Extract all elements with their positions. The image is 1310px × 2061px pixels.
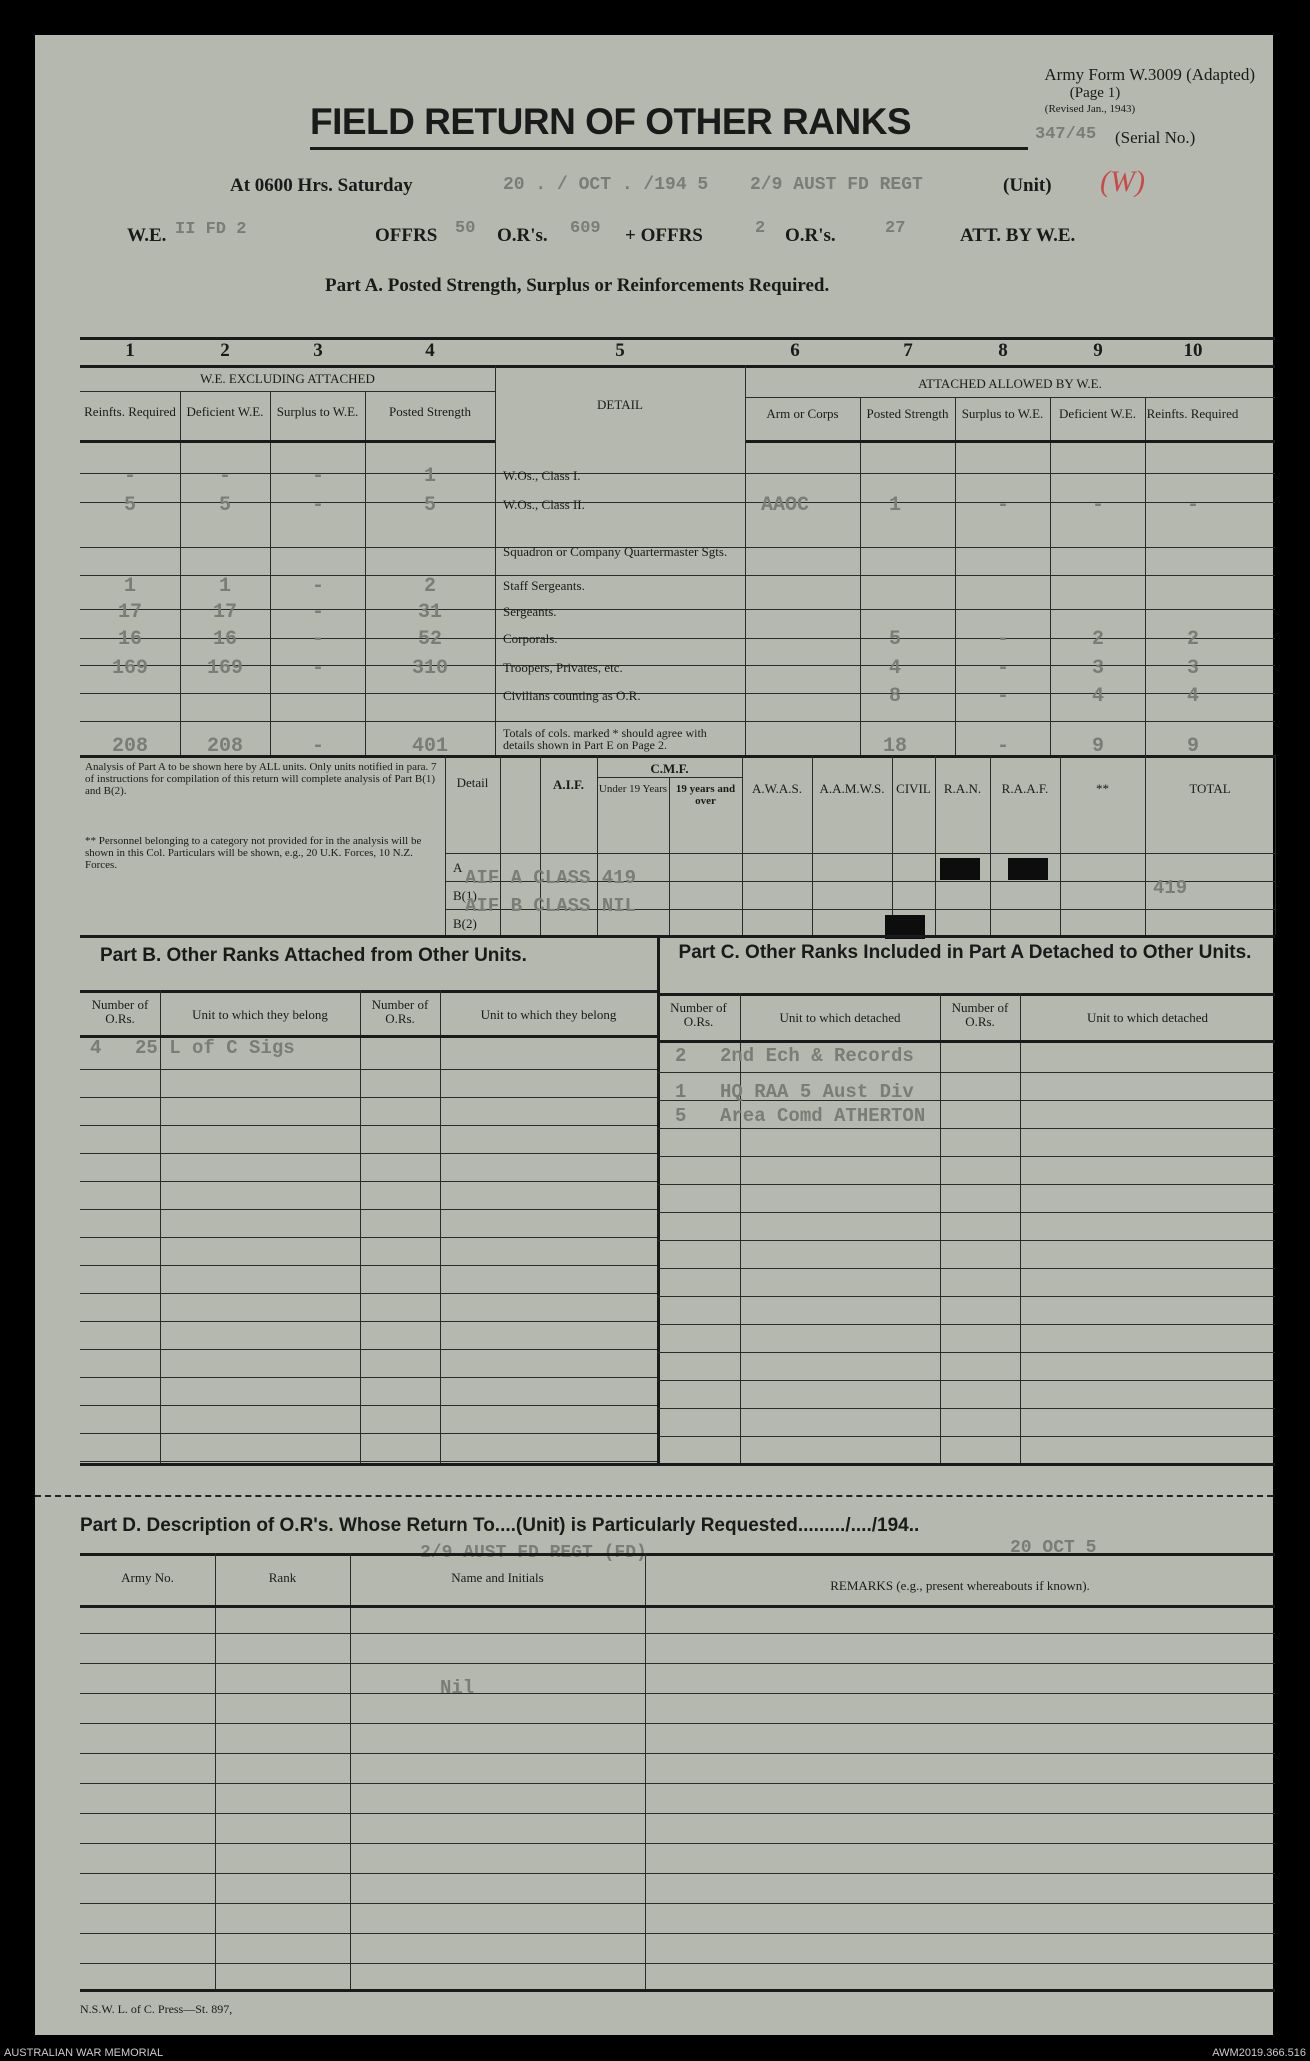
title-underline	[310, 147, 1028, 150]
detail-label: Civilians counting as O.R.	[503, 688, 641, 703]
strength-cell: -	[311, 657, 324, 680]
column-divider	[812, 755, 813, 935]
row-line	[80, 1783, 1275, 1784]
column-divider	[180, 391, 181, 665]
detail-label: W.Os., Class I.	[503, 468, 581, 483]
footer-accession: AWM2019.366.516	[1212, 2047, 1306, 2059]
part-b-column-header: Unit to which they belong	[192, 1007, 328, 1022]
attached-column-header: Posted Strength	[866, 406, 949, 421]
plus-offrs-label: + OFFRS	[625, 225, 703, 246]
row-line	[657, 1072, 1275, 1073]
tear-line	[35, 1495, 1273, 1497]
detail-label: Troopers, Privates, etc.	[503, 660, 623, 675]
row-line	[80, 721, 495, 722]
column-divider	[160, 990, 161, 1463]
strength-cell: -	[1186, 494, 1199, 517]
analysis-column-header: A.W.A.S.	[751, 781, 803, 796]
row-line	[80, 1433, 657, 1434]
column-divider	[1020, 993, 1021, 1463]
row-line	[495, 575, 745, 576]
row-line	[80, 1633, 1275, 1634]
printer-imprint: N.S.W. L. of C. Press—St. 897,	[80, 2002, 233, 2016]
serial-number-value: 347/45	[1035, 125, 1097, 144]
part-d-column-header: Name and Initials	[451, 1570, 544, 1585]
redacted-block	[940, 858, 980, 880]
we-column-header: Deficient W.E.	[186, 404, 264, 419]
row-line	[80, 1265, 657, 1266]
total-cell: 208	[206, 735, 243, 758]
part-b-title: Part B. Other Ranks Attached from Other Units.	[100, 945, 527, 966]
row-line	[80, 1237, 657, 1238]
part-c-entry-unit: 2nd Ech & Records	[720, 1045, 914, 1067]
cmf-19-and-over: 19 years and over	[675, 783, 736, 807]
column-number: 10	[1183, 340, 1203, 361]
att-label: ATT. BY W.E.	[960, 225, 1076, 246]
analysis-detail-header: Detail	[456, 775, 489, 790]
column-divider	[440, 990, 441, 1463]
form-title: FIELD RETURN OF OTHER RANKS	[310, 101, 912, 142]
part-d-column-header: Army No.	[121, 1570, 174, 1585]
ors2-label: O.R's.	[785, 225, 836, 246]
strength-cell: 310	[411, 657, 448, 680]
row-line	[745, 721, 1275, 722]
strength-cell: 52	[417, 628, 442, 651]
strength-cell: -	[311, 465, 324, 488]
row-line	[80, 1813, 1275, 1814]
column-divider	[350, 1553, 351, 1989]
strength-cell: 31	[417, 601, 442, 624]
ors-value: 609	[570, 219, 601, 238]
total-cell: 9	[1091, 735, 1104, 758]
analysis-column-header: **	[1096, 781, 1109, 796]
part-c-column-header: Unit to which detached	[1087, 1010, 1208, 1025]
analysis-aif-a-class: AIF A CLASS 419	[465, 867, 637, 889]
strength-cell: 4	[1091, 685, 1104, 708]
analysis-column-header: R.A.A.F.	[1001, 781, 1049, 796]
part-b-entry-unit: 25 L of C Sigs	[135, 1037, 295, 1059]
footer-credit: AUSTRALIAN WAR MEMORIAL	[4, 2047, 164, 2059]
strength-cell: 1	[423, 465, 436, 488]
strength-cell: 2	[1091, 628, 1104, 651]
row-line	[80, 1405, 657, 1406]
strength-cell: -	[311, 575, 324, 598]
row-line	[745, 547, 1275, 548]
strength-cell: 16	[117, 628, 142, 651]
we-excluding-label: W.E. EXCLUDING ATTACHED	[200, 371, 375, 386]
row-line	[80, 1125, 657, 1126]
part-b-entry-number: 4	[90, 1037, 102, 1059]
column-divider	[270, 391, 271, 665]
strength-cell: 5	[123, 494, 136, 517]
analysis-note-2: ** Personnel belonging to a category not provided for in the analysis will be shown in this Col. Particulars will be shown, e.g., 20 U.K. Forces, 10 N.Z. Forces.	[85, 835, 422, 871]
row-line	[657, 1128, 1275, 1129]
analysis-row-label: A	[453, 860, 463, 875]
analysis-row-label: B(1)	[453, 888, 477, 903]
column-divider	[955, 397, 956, 755]
part-b-column-header: Number of O.Rs.	[371, 997, 429, 1026]
row-line	[80, 1963, 1275, 1964]
attached-column-header: Surplus to W.E.	[961, 406, 1044, 421]
row-line	[495, 721, 745, 722]
column-divider	[645, 1553, 646, 1989]
strength-cell: 169	[206, 657, 243, 680]
row-line	[80, 1693, 1275, 1694]
strength-cell: -	[218, 465, 231, 488]
row-line	[745, 609, 1275, 610]
part-b-column-header: Unit to which they belong	[480, 1007, 617, 1022]
strength-cell: -	[311, 494, 324, 517]
column-number: 4	[425, 340, 435, 361]
attached-column-header: Arm or Corps	[766, 406, 839, 421]
serial-number-label: (Serial No.)	[1115, 128, 1196, 147]
offrs-value: 50	[455, 219, 476, 238]
column-number: 5	[615, 340, 625, 361]
column-divider	[990, 755, 991, 935]
column-divider	[215, 1553, 216, 1989]
row-line	[80, 547, 495, 548]
offrs2-value: 2	[755, 219, 766, 238]
row-line	[80, 1377, 657, 1378]
redacted-block	[1008, 858, 1048, 880]
strength-cell: -	[1091, 494, 1104, 517]
row-line	[80, 1181, 657, 1182]
total-cell: 401	[411, 735, 448, 758]
row-line	[80, 1933, 1275, 1934]
part-c-column-header: Unit to which detached	[779, 1010, 901, 1025]
column-divider	[940, 993, 941, 1463]
row-line	[657, 1212, 1275, 1213]
column-number: 2	[220, 340, 230, 361]
column-divider	[935, 755, 936, 935]
we-column-header: Surplus to W.E.	[276, 404, 359, 419]
row-line	[80, 1293, 657, 1294]
row-line	[657, 1296, 1275, 1297]
strength-cell: 4	[1186, 685, 1199, 708]
strength-cell: -	[996, 685, 1009, 708]
part-d-title: Part D. Description of O.R's. Whose Return To....(Unit) is Particularly Requested........./..../194..	[80, 1515, 920, 1536]
column-divider	[1145, 397, 1146, 755]
strength-cell: 2	[423, 575, 436, 598]
we-value: II FD 2	[175, 220, 247, 239]
part-a-title: Part A. Posted Strength, Surplus or Reinforcements Required.	[325, 275, 830, 296]
strength-cell: -	[996, 657, 1009, 680]
strength-cell: -	[996, 494, 1009, 517]
unit-name: 2/9 AUST FD REGT	[750, 175, 923, 195]
attached-column-header: Reinfts. Required	[1146, 406, 1239, 421]
analysis-total-value: 419	[1153, 877, 1188, 899]
strength-cell: 17	[212, 601, 237, 624]
row-line	[80, 1069, 657, 1070]
part-c-entry-unit: Area Comd ATHERTON	[720, 1105, 926, 1127]
part-d-typed-date: 20 OCT 5	[1010, 1538, 1097, 1558]
column-divider	[892, 755, 893, 935]
row-line	[80, 1349, 657, 1350]
strength-cell: 1	[218, 575, 231, 598]
strength-cell: 3	[1091, 657, 1104, 680]
column-number: 6	[790, 340, 800, 361]
strength-cell: 16	[212, 628, 237, 651]
strength-cell: 5	[888, 628, 901, 651]
unit-label: (Unit)	[1003, 175, 1052, 196]
strength-cell: -	[996, 628, 1009, 651]
row-line	[657, 1240, 1275, 1241]
header-rule	[657, 1040, 1275, 1043]
column-divider	[1060, 755, 1061, 935]
we-column-header: Posted Strength	[389, 404, 471, 419]
column-number: 3	[313, 340, 323, 361]
ors2-value: 27	[885, 219, 906, 238]
column-number: 7	[903, 340, 913, 361]
strength-cell: -	[311, 628, 324, 651]
strength-cell: 4	[888, 657, 901, 680]
totals-note: Totals of cols. marked * should agree with details shown in Part E on Page 2.	[503, 726, 707, 752]
row-line	[80, 1153, 657, 1154]
row-line	[657, 1268, 1275, 1269]
row-line	[657, 1408, 1275, 1409]
column-divider	[1050, 397, 1051, 755]
part-d-nil: Nil	[440, 1677, 475, 1699]
column-number: 9	[1093, 340, 1103, 361]
part-d-typed-unit: 2/9 AUST FD REGT (FD)	[420, 1543, 647, 1563]
attached-allowed-label: ATTACHED ALLOWED BY W.E.	[918, 376, 1102, 391]
strength-cell: 17	[117, 601, 142, 624]
strength-cell: 5	[218, 494, 231, 517]
attached-column-header: Deficient W.E.	[1059, 406, 1136, 421]
return-date: 20 . / OCT . /194 5	[503, 175, 709, 195]
detail-header: DETAIL	[597, 397, 643, 412]
row-line	[80, 1321, 657, 1322]
revised-date: (Revised Jan., 1943)	[1044, 103, 1136, 115]
row-line	[657, 1156, 1275, 1157]
ors-label: O.R's.	[497, 225, 548, 246]
total-cell: 208	[111, 735, 148, 758]
cmf-header: C.M.F.	[650, 761, 689, 776]
row-line	[80, 1843, 1275, 1844]
part-c-entry-unit: HQ RAA 5 Aust Div	[720, 1081, 914, 1103]
strength-cell: AAOC	[760, 494, 809, 517]
row-line	[657, 1324, 1275, 1325]
analysis-note-1: Analysis of Part A to be shown here by ALL units. Only units notified in para. 7 of instructions for compilation of this return will complete analysis of Part B(1) and B(2).	[85, 761, 437, 797]
part-d-column-header: Rank	[268, 1570, 297, 1585]
column-divider	[1145, 755, 1146, 935]
row-line	[80, 1723, 1275, 1724]
header-rule	[80, 1605, 1275, 1608]
analysis-row-label: B(2)	[453, 916, 477, 931]
page-number: (Page 1)	[1069, 85, 1121, 101]
cmf-under-19: Under 19 Years	[598, 783, 668, 795]
row-line	[80, 1209, 657, 1210]
row-line	[80, 1903, 1275, 1904]
row-line	[657, 1184, 1275, 1185]
part-c-entry-number: 5	[675, 1105, 687, 1127]
row-line	[80, 1097, 657, 1098]
analysis-column-header: CIVIL	[896, 781, 931, 796]
part-c-column-header: Number of O.Rs.	[670, 1000, 727, 1029]
part-c-entry-number: 1	[675, 1081, 687, 1103]
strength-cell: -	[311, 601, 324, 624]
row-line	[745, 575, 1275, 576]
detail-label: Corporals.	[503, 631, 558, 646]
part-b-column-header: Number of O.Rs.	[91, 997, 149, 1026]
red-annotation: (W)	[1100, 165, 1145, 198]
analysis-aif-b-class: AIF B CLASS NIL	[465, 895, 637, 917]
row-line	[657, 1436, 1275, 1437]
form-page	[35, 35, 1273, 2035]
detail-label: Sergeants.	[503, 604, 557, 619]
column-divider	[1275, 755, 1276, 935]
column-divider	[270, 665, 271, 755]
row-line	[80, 1663, 1275, 1664]
we-label: W.E.	[127, 225, 167, 246]
detail-label: Squadron or Company Quartermaster Sgts.	[503, 544, 728, 559]
row-line	[657, 1380, 1275, 1381]
total-cell: -	[311, 735, 324, 758]
we-column-header: Reinfts. Required	[84, 404, 176, 419]
strength-cell: 1	[123, 575, 136, 598]
row-line	[80, 1753, 1275, 1754]
offrs-label: OFFRS	[375, 225, 438, 246]
analysis-column-header: A.A.M.W.S.	[819, 781, 885, 796]
column-divider	[360, 990, 361, 1463]
form-number: Army Form W.3009 (Adapted)	[1044, 65, 1255, 84]
total-cell: -	[996, 735, 1009, 758]
total-cell: 18	[882, 735, 907, 758]
total-cell: 9	[1186, 735, 1199, 758]
row-line	[745, 473, 1275, 474]
analysis-column-header: R.A.N.	[943, 781, 982, 796]
strength-cell: 5	[423, 494, 436, 517]
part-d-column-header: REMARKS (e.g., present whereabouts if known).	[830, 1578, 1090, 1593]
column-divider	[365, 665, 366, 755]
column-divider	[365, 391, 366, 665]
row-line	[657, 1352, 1275, 1353]
strength-cell: 169	[111, 657, 148, 680]
strength-cell: 8	[888, 685, 901, 708]
part-c-title: Part C. Other Ranks Included in Part A Detached to Other Units.	[678, 942, 1252, 963]
time-day-label: At 0600 Hrs. Saturday	[230, 175, 413, 196]
aif-header: A.I.F.	[553, 777, 584, 792]
part-c-entry-number: 2	[675, 1045, 687, 1067]
strength-cell: 3	[1186, 657, 1199, 680]
row-line	[80, 1873, 1275, 1874]
strength-cell: -	[123, 465, 136, 488]
part-c-column-header: Number of O.Rs.	[951, 1000, 1009, 1029]
detail-label: Staff Sergeants.	[503, 578, 585, 593]
analysis-column-header: TOTAL	[1189, 781, 1231, 796]
row-line	[80, 1461, 657, 1462]
column-number: 8	[998, 340, 1008, 361]
strength-cell: 2	[1186, 628, 1199, 651]
column-number: 1	[125, 340, 135, 361]
row-line	[80, 693, 495, 694]
strength-cell: 1	[888, 494, 901, 517]
detail-label: W.Os., Class II.	[503, 497, 585, 512]
column-divider	[180, 665, 181, 755]
